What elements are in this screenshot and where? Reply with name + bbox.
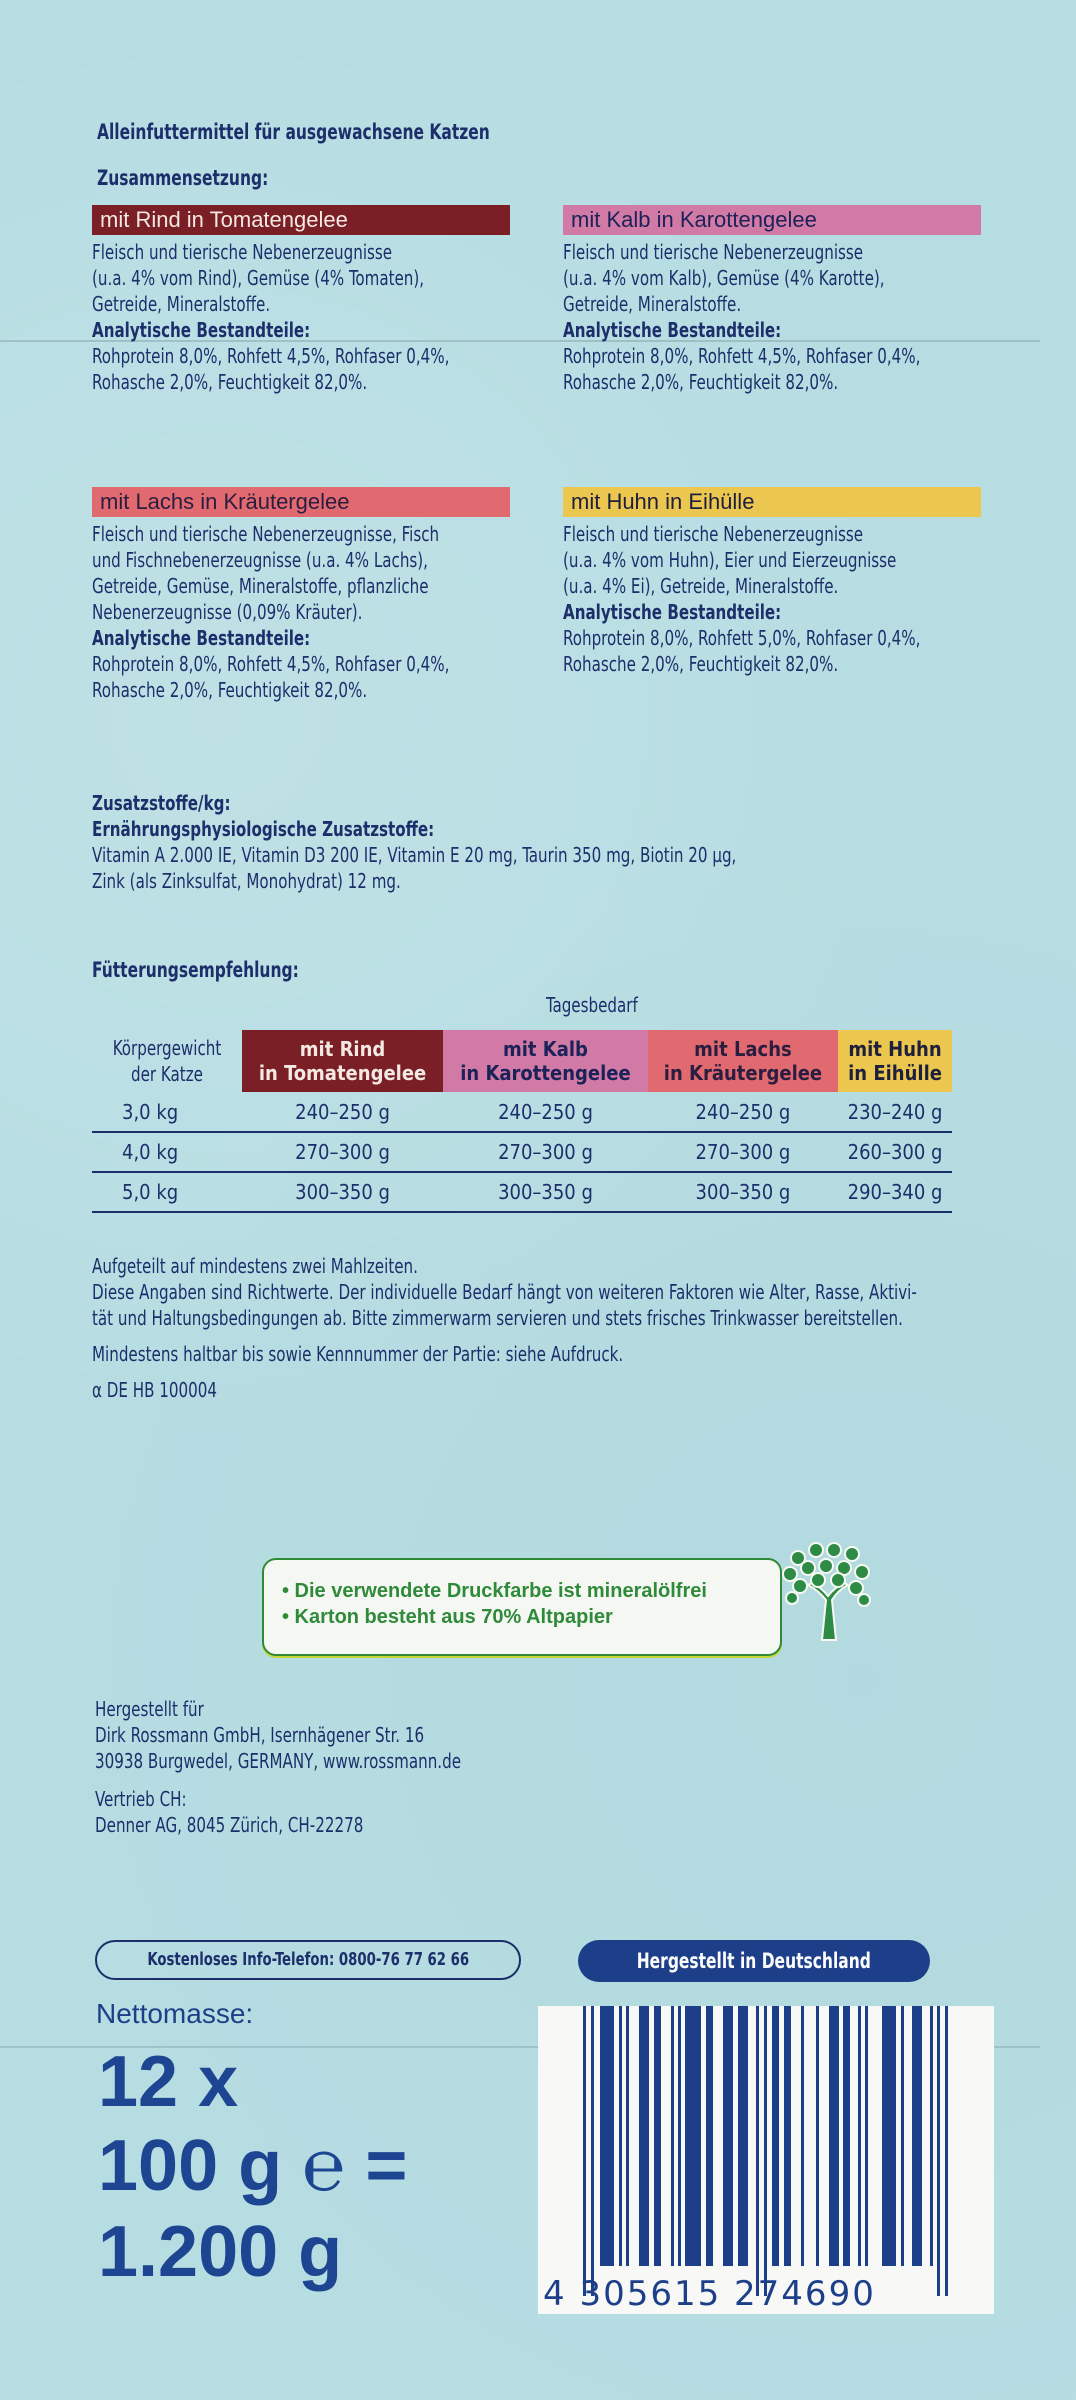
additives-line: Zink (als Zinksulfat, Monohydrat) 12 mg. [92,869,401,893]
variant-tag: mit Kalb in Karottengelee [563,205,981,235]
best-before-note: Mindestens haltbar bis sowie Kennnummer der Partie: siehe Aufdruck. [92,1342,624,1366]
hotline-badge: Kostenloses Info-Telefon: 0800-76 77 62 66 [95,1940,521,1980]
ingredients-line: Fleisch und tierische Nebenerzeugnisse [563,522,864,546]
feeding-notes: Aufgeteilt auf mindestens zwei Mahlzeiten. Diese Angaben sind Richtwerte. Der individuelle Bedarf hängt von weiteren Faktoren wie Alter, Rasse, Aktivi- tät und Haltungsbedingungen ab. Bitte zimmerwarm servieren und stets frisches Trinkwasser bereitstellen. Mindestens haltbar bis sowie Kennnummer der Partie: siehe Aufdruck. α DE HB 100004 [92,1253,1016,1403]
additives-line: Vitamin A 2.000 IE, Vitamin D3 200 IE, Vitamin E 20 mg, Taurin 350 mg, Biotin 20 µg, [92,843,737,867]
ingredients-line: Getreide, Gemüse, Mineralstoffe, pflanzliche [92,574,429,598]
variant-lachs [92,487,552,703]
analysis-line: Rohasche 2,0%, Feuchtigkeit 82,0%. [92,370,368,394]
variant-tag: mit Huhn in Eihülle [563,487,981,517]
variant-tag: mit Rind in Tomatengelee [92,205,510,235]
column-header-rind: mit Rind in Tomatengelee [242,1030,443,1092]
composition-heading: Zusammensetzung: [97,166,269,190]
eco-line: • Karton besteht aus 70% Altpapier [282,1606,613,1628]
feeding-heading: Fütterungsempfehlung: [92,958,299,982]
manufacturer-block: Hergestellt für Dirk Rossmann GmbH, Isernhägener Str. 16 30938 Burgwedel, GERMANY, www.rossmann.de Vertrieb CH: Denner AG, 8045 Zürich, CH-22278 [95,1697,461,1837]
product-description: Alleinfuttermittel für ausgewachsene Katzen [97,120,490,144]
ingredients-line: Nebenerzeugnisse (0,09% Kräuter). [92,600,363,624]
made-in-germany-badge: Hergestellt in Deutschland [578,1940,930,1982]
weight-header: Körpergewicht der Katze [112,1036,222,1086]
feeding-table [92,1030,952,1213]
analysis-line: Rohasche 2,0%, Feuchtigkeit 82,0%. [563,652,839,676]
ingredients-line: (u.a. 4% vom Huhn), Eier und Eierzeugnisse [563,548,897,572]
column-header-kalb: mit Kalb in Karottengelee [443,1030,648,1092]
variant-rind [92,205,552,395]
ingredients-line: und Fischnebenerzeugnisse (u.a. 4% Lachs), [92,548,428,572]
net-weight-label: Nettomasse: [96,1998,254,2029]
additives-section [92,790,736,894]
approval-number: α DE HB 100004 [92,1378,217,1402]
eco-line: • Die verwendete Druckfarbe ist mineralölfrei [282,1580,707,1602]
analysis-line: Rohprotein 8,0%, Rohfett 4,5%, Rohfaser 0,4%, [563,344,921,368]
ingredients-line: (u.a. 4% vom Rind), Gemüse (4% Tomaten), [92,266,425,290]
analysis-line: Rohprotein 8,0%, Rohfett 4,5%, Rohfaser 0,4%, [92,344,450,368]
variant-huhn [563,487,1023,677]
analysis-line: Rohasche 2,0%, Feuchtigkeit 82,0%. [92,678,368,702]
net-weight-unit: 100 g ℮ = [98,2126,408,2206]
column-header-huhn: mit Huhn in Eihülle [838,1030,952,1092]
daily-need-label: Tagesbedarf [546,993,638,1017]
table-row: 5,0 kg 300–350 g 300–350 g 300–350 g 290–340 g [92,1172,952,1212]
net-weight-count: 12 x [98,2042,239,2122]
additives-subheading: Ernährungsphysiologische Zusatzstoffe: [92,817,435,841]
table-row: 3,0 kg 240–250 g 240–250 g 240–250 g 230–240 g [92,1092,952,1132]
column-header-lachs: mit Lachs in Kräutergelee [648,1030,838,1092]
analysis-heading: Analytische Bestandteile: [563,600,782,624]
barcode [538,2006,994,2314]
estimated-sign-icon: ℮ [302,2126,346,2206]
ingredients-line: Getreide, Mineralstoffe. [92,292,271,316]
heart-tree-icon [778,1540,878,1645]
additives-heading: Zusatzstoffe/kg: [92,791,231,815]
analysis-heading: Analytische Bestandteile: [92,626,311,650]
net-weight-total: 1.200 g [98,2212,343,2292]
barcode-bars [583,2006,948,2284]
variant-tag: mit Lachs in Kräutergelee [92,487,510,517]
ingredients-line: Fleisch und tierische Nebenerzeugnisse [563,240,864,264]
analysis-line: Rohprotein 8,0%, Rohfett 5,0%, Rohfaser 0,4%, [563,626,921,650]
ingredients-line: (u.a. 4% Ei), Getreide, Mineralstoffe. [563,574,839,598]
ingredients-line: Getreide, Mineralstoffe. [563,292,742,316]
analysis-line: Rohasche 2,0%, Feuchtigkeit 82,0%. [563,370,839,394]
analysis-line: Rohprotein 8,0%, Rohfett 4,5%, Rohfaser 0,4%, [92,652,450,676]
ingredients-line: (u.a. 4% vom Kalb), Gemüse (4% Karotte), [563,266,885,290]
ingredients-line: Fleisch und tierische Nebenerzeugnisse [92,240,393,264]
table-row: 4,0 kg 270–300 g 270–300 g 270–300 g 260–300 g [92,1132,952,1172]
eco-info-box [262,1558,782,1656]
barcode-digits: 4 305615 274690 [543,2274,876,2314]
analysis-heading: Analytische Bestandteile: [92,318,311,342]
variant-kalb [563,205,1023,395]
analysis-heading: Analytische Bestandteile: [563,318,782,342]
ingredients-line: Fleisch und tierische Nebenerzeugnisse, Fisch [92,522,440,546]
